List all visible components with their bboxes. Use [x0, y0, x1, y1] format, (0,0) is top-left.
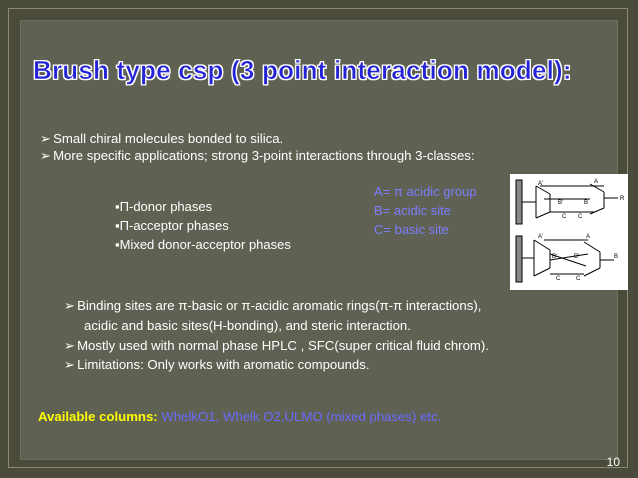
interaction-model-diagram: [510, 174, 628, 290]
arrow-bullet-icon: ➢: [40, 148, 52, 163]
svg-text:A: A: [594, 179, 599, 185]
detail-line-1b: acidic and basic sites(H-bonding), and steric interaction.: [84, 318, 411, 333]
phase-item-2: ▪Π-acceptor phases: [115, 218, 229, 233]
available-columns: [38, 409, 441, 425]
phase-item-3: ▪Mixed donor-acceptor phases: [115, 237, 291, 252]
legend-c: C= basic site: [374, 222, 449, 237]
svg-text:A: A: [586, 234, 591, 240]
slide-title: Brush type csp (3 point interaction model):: [33, 55, 572, 85]
svg-text:A': A': [538, 181, 544, 187]
svg-text:A': A': [538, 234, 544, 240]
phase-item-1: ▪Π-donor phases: [115, 199, 213, 214]
arrow-bullet-icon: ➢: [40, 131, 52, 146]
arrow-bullet-icon: ➢: [64, 298, 76, 313]
svg-text:B: B: [614, 254, 619, 260]
svg-text:B': B': [558, 200, 564, 206]
square-bullet-icon: ▪: [115, 218, 120, 233]
svg-text:C: C: [578, 214, 583, 220]
detail-line-3: ➢ Limitations: Only works with aromatic compounds.: [64, 357, 370, 372]
legend-a: A= π acidic group: [374, 184, 477, 199]
svg-text:R: R: [620, 196, 625, 202]
detail-line-1: ➢ Binding sites are π-basic or π-acidic aromatic rings(π-π interactions),: [64, 298, 482, 313]
square-bullet-icon: ▪: [115, 199, 120, 214]
bullet-line-2: ➢ More specific applications; strong 3-point interactions through 3-classes:: [40, 148, 475, 163]
arrow-bullet-icon: ➢: [64, 357, 76, 372]
page-number: 10: [606, 455, 620, 469]
svg-text:C: C: [576, 276, 581, 282]
svg-text:B: B: [584, 200, 589, 206]
svg-text:B': B': [574, 254, 580, 260]
detail-line-2: ➢ Mostly used with normal phase HPLC , SFC(super critical fluid chrom).: [64, 338, 489, 353]
square-bullet-icon: ▪: [115, 237, 120, 252]
arrow-bullet-icon: ➢: [64, 338, 76, 353]
svg-text:B': B': [552, 254, 558, 260]
svg-text:C: C: [562, 214, 567, 220]
svg-text:C: C: [556, 276, 561, 282]
available-columns-value: WhelkO1, Whelk O2,ULMO (mixed phases) etc.: [161, 409, 442, 424]
available-columns-label: Available columns:: [38, 409, 162, 424]
legend-b: B= acidic site: [374, 203, 451, 218]
bullet-line-1: ➢ Small chiral molecules bonded to silica.: [40, 131, 284, 146]
